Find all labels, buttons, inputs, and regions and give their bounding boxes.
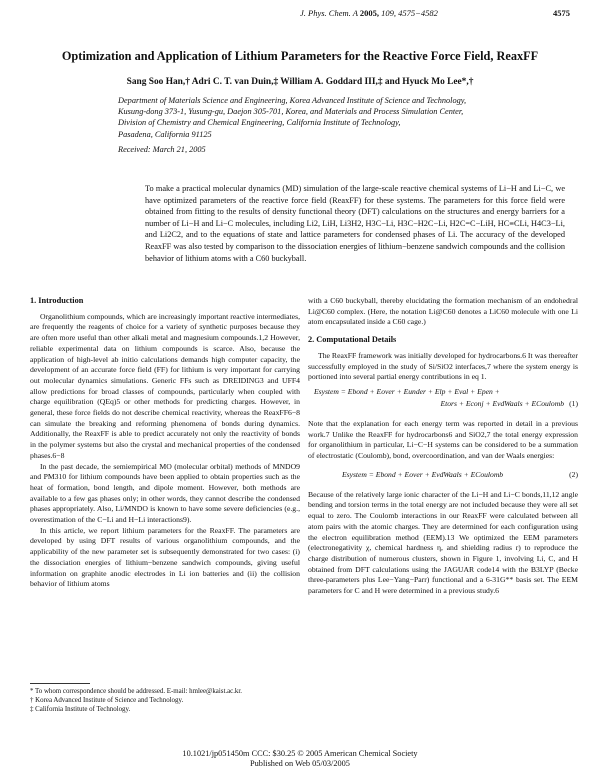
paragraph: with a C60 buckyball, thereby elucidating the formation mechanism of an endohedral Li@C60 complex. (Here, the notation Li@C60 denotes a LiC60 molecule with one Li atom encapsulated inside a C60 cage.)	[308, 296, 578, 327]
journal-name: J. Phys. Chem. A	[300, 8, 358, 18]
section-heading-introduction: 1. Introduction	[30, 296, 84, 305]
affiliations	[118, 95, 538, 140]
footnote-kaist: † Korea Advanced Institute of Science and Technology.	[30, 697, 184, 704]
paragraph: In this article, we report lithium parameters for the ReaxFF. The parameters are developed by using DFT results of various organolithium compounds, and the applicability of the new parameter set is subsequently demonstrated for two cases: (i) the dissociation energies of lithium−benzene sandwich compounds, giving useful information on graphite anodic electrodes in Li ion batteries and (ii) the collision behavior of lithium atoms	[30, 525, 300, 589]
affiliation-line: Kusung-dong 373-1, Yusung-gu, Daejon 305-701, Korea, and Materials and Process Simulation Center,	[118, 107, 464, 117]
affiliation-line: Pasadena, California 91125	[118, 129, 212, 139]
paragraph: Organolithium compounds, which are increasingly important reactive intermediates, are frequently the reagents of choice for a variety of synthetic purposes because they are often more useful than other alkali metal and magnesium compounds.1,2 However, reliable experimental data on lithium compounds is scarce. Also, because the application of high-level ab initio calculations demands high computer capacity, the development of an accurate force field (FF) for lithium is very important for carrying out molecular dynamics simulations. Generic FFs such as DREIDING3 and UFF4 allow predictions for broad classes of compounds, particularly when coupled with charge equilibration (QEq)5 or other methods for predicting charges. However, in general, these force fields do not describe chemical reactivity, whereas the ReaxFF6−8 can simulate the breaking and reforming phenomena of bonds during dynamics. Additionally, the ReaxFF is able to predict accurately not only the reactivity of bonds in the polymer systems but also the crystal and mechanical properties of the condensed phases.6−8	[30, 311, 300, 460]
running-header	[0, 8, 600, 22]
journal-citation	[300, 8, 438, 18]
right-column	[308, 296, 578, 597]
equation-1-line-2: Etors + Econj + EvdWaals + ECoulomb	[440, 398, 564, 408]
footnote-caltech: ‡ California Institute of Technology.	[30, 706, 131, 713]
paragraph: The ReaxFF framework was initially developed for hydrocarbons.6 It was thereafter successfully employed in the study of Si/SiO2 interfaces,7 where the system energy is portioned into several partial energy contributions in eq 1.	[308, 350, 578, 382]
paper-title: Optimization and Application of Lithium Parameters for the Reactive Force Field, ReaxFF	[61, 49, 539, 63]
journal-year: 2005,	[359, 8, 380, 18]
equation-1	[308, 387, 578, 413]
received-date: Received: March 21, 2005	[118, 145, 206, 154]
page-number: 4575	[553, 8, 570, 18]
equation-2-body: Esystem = Ebond + Eover + EvdWaals + ECoulomb	[342, 469, 504, 479]
publication-date: Published on Web 05/03/2005	[250, 759, 350, 768]
affiliation-line: Department of Materials Science and Engineering, Korea Advanced Institute of Science and Technology,	[118, 96, 467, 105]
equation-2	[308, 468, 578, 484]
section-heading-computational-details: 2. Computational Details	[308, 335, 397, 345]
author-list: Sang Soo Han,† Adri C. T. van Duin,‡ William A. Goddard III,‡ and Hyuck Mo Lee*,†	[126, 77, 474, 87]
paragraph: Because of the relatively large ionic character of the Li−H and Li−C bonds,11,12 angle bending and torsion terms in the total energy are not included because they were all set equal to zero. The Coulomb interactions in our ReaxFF were calculated between all atom pairs with the atomic charges. They are determined for each configuration using the electron equilibration method (EEM).13 We optimized the EEM parameters (electronegativity χ, chemical hardness η, and shielding radius r) to reproduce the charge distribution of numerous clusters, shown in Figure 1, involving Li, C, and H obtained from DFT calculations using the JAGUAR code14 with the B3LYP (Becke three-parameters plus Lee−Yang−Parr) functional and a 6-31G** basis set. The EEM parameters for C and H were determined in a previous study.6	[308, 489, 578, 596]
equation-2-number: (2)	[569, 469, 578, 479]
equation-1-line-1: Esystem = Ebond + Eover + Eunder + Elp + Eval + Epen +	[314, 386, 500, 396]
paragraph: Note that the explanation for each energy term was reported in detail in a previous work.7 Unlike the ReaxFF for hydrocarbons6 and SiO2,7 the total energy expression for organolithium in particular, Li−C−H systems can be considered to be a summation of electrostatic (Coulomb), bond, overcoordination, and van der Waals energies:	[308, 418, 578, 461]
equation-1-number: (1)	[569, 398, 578, 408]
footnote-divider	[30, 683, 90, 684]
footnotes	[30, 687, 300, 714]
paragraph: In the past decade, the semiempirical MO (molecular orbital) methods of MNDO9 and PM310 for lithium compounds have been applied to obtain properties such as the heat of formation, bond length, and dipole moment. However, both methods are available to a few gas phases only; in other words, they cannot describe the condensed phases appropriately. Also, Li/MNDO is known to have some severe deficiencies (e.g., overestimation of the C−Li and H−Li interactions9).	[30, 461, 300, 525]
doi-copyright-line: 10.1021/jp051450m CCC: $30.25 © 2005 American Chemical Society	[182, 749, 418, 758]
abstract: To make a practical molecular dynamics (MD) simulation of the large-scale reactive chemical systems of Li−H and Li−C, we have optimized parameters of the reactive force field (ReaxFF) for these systems. The parameters for this force field were obtained from fitting to the results of density functional theory (DFT) calculations on the structures and energy barriers for a number of Li−H and Li−C molecules, including Li2, LiH, Li3H2, H3C−Li, H3C−H2C−Li, H2C=C−LiH, HC≡CLi, H4C3−Li, and Li2C2, and to the equations of state and lattice parameters for condensed phases of Li. The accuracy of the developed ReaxFF was also tested by comparison to the dissociation energies of lithium−benzene sandwich compounds and the collision behavior of lithium atoms with a C60 buckyball.	[145, 184, 565, 263]
footnote-correspondence: * To whom correspondence should be addressed. E-mail: hmlee@kaist.ac.kr.	[30, 688, 243, 695]
journal-volume-pages: 109, 4575−4582	[381, 8, 438, 18]
left-column	[30, 296, 300, 590]
affiliation-line: Division of Chemistry and Chemical Engineering, California Institute of Technology,	[118, 118, 401, 128]
